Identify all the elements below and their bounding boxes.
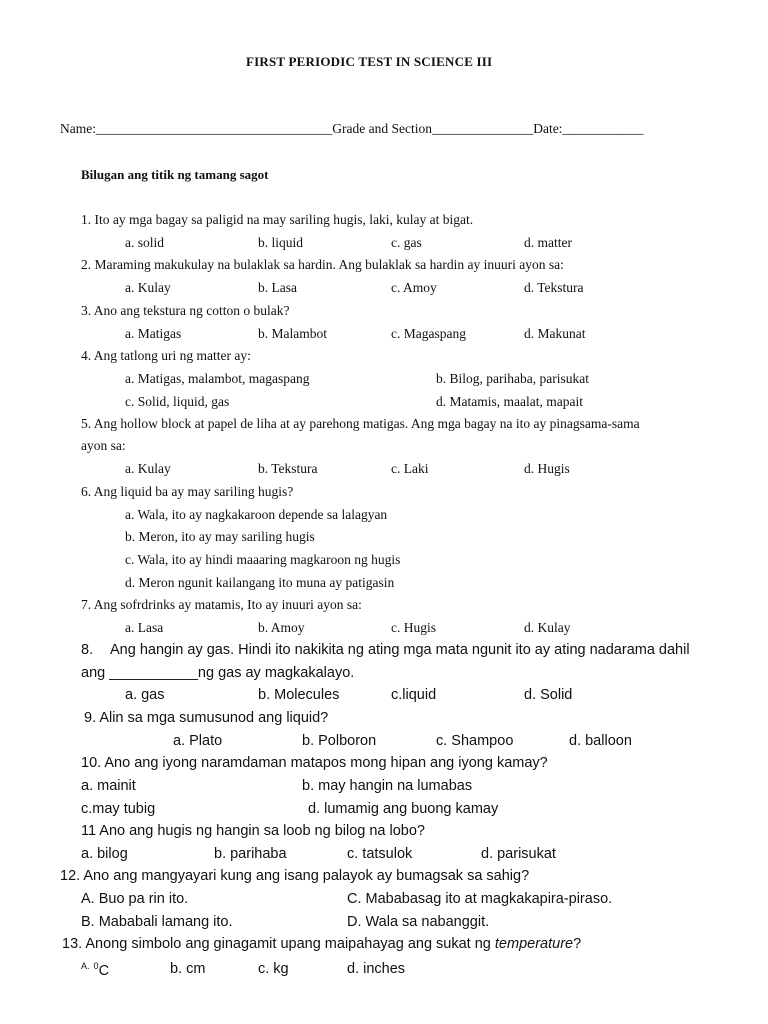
instruction: Bilugan ang titik ng tamang sagot <box>81 167 269 182</box>
choice-d: d. parisukat <box>481 846 556 862</box>
choice-b: b. Molecules <box>258 687 340 703</box>
question-number: 8. <box>81 642 94 658</box>
choice-b: b. may hangin na lumabas <box>302 778 473 794</box>
question-text: 7. Ang sofrdrinks ay matamis, Ito ay inuuri ayon sa: <box>81 597 362 612</box>
choice-a: a. Kulay <box>125 461 171 476</box>
choice-b: b. Amoy <box>258 620 305 635</box>
choice-b: b. Tekstura <box>258 461 318 476</box>
choice-d: d. Hugis <box>524 461 570 476</box>
choice-c: c. gas <box>391 235 422 250</box>
question-text: 2. Maraming makukulay na bulaklak sa hardin. Ang bulaklak sa hardin ay inuuri ayon sa: <box>81 257 564 272</box>
choice-d: D. Wala sa nabanggit. <box>347 914 490 930</box>
choice-d: d. Tekstura <box>524 280 584 295</box>
choice-a: a. Kulay <box>125 280 171 295</box>
choice-a: a. Matigas <box>125 326 182 341</box>
choice-d: d. lumamig ang buong kamay <box>308 801 499 817</box>
choice-c: c. Amoy <box>391 280 437 295</box>
header-fields: Name:___________________________________Grade and Section_______________Date:____________ <box>60 121 644 136</box>
choice-d: d. Makunat <box>524 326 586 341</box>
choice-c: c.liquid <box>391 687 437 703</box>
choice-c: c. Laki <box>391 461 429 476</box>
choice-a: a. bilog <box>81 846 128 862</box>
choice-b: b. liquid <box>258 235 304 250</box>
page-title: FIRST PERIODIC TEST IN SCIENCE III <box>246 54 493 69</box>
choice-a: a. Plato <box>173 733 223 749</box>
choice-c: c. Shampoo <box>436 733 514 749</box>
choice-b: b. Malambot <box>258 326 327 341</box>
choice-d: d. balloon <box>569 733 632 749</box>
choice-b: b. Lasa <box>258 280 297 295</box>
choice-b: b. Meron, ito ay may sariling hugis <box>125 529 315 544</box>
choice-c: c. Solid, liquid, gas <box>125 394 230 409</box>
question-text: 11 Ano ang hugis ng hangin sa loob ng bilog na lobo? <box>81 823 425 839</box>
choice-c: c. kg <box>258 961 289 977</box>
choice-b: b. parihaba <box>214 846 287 862</box>
choice-a: A. Buo pa rin ito. <box>81 891 189 907</box>
choice-d: d. Meron ngunit kailangang ito muna ay patigasin <box>125 575 395 590</box>
choice-d: d. Kulay <box>524 620 571 635</box>
question-text: 13. Anong simbolo ang ginagamit upang maipahayag ang sukat ng temperature? <box>62 936 582 952</box>
question-text: 3. Ano ang tekstura ng cotton o bulak? <box>81 303 290 318</box>
question-text: Ang hangin ay gas. Hindi ito nakikita ng ating mga mata ngunit ito ay ating nadarama dahil <box>110 642 690 658</box>
choice-a: a. Wala, ito ay nagkakaroon depende sa lalagyan <box>125 507 388 522</box>
choice-d: d. matter <box>524 235 572 250</box>
choice-b: b. cm <box>170 961 206 977</box>
question-text: 5. Ang hollow block at papel de liha at ay parehong matigas. Ang mga bagay na ito ay pinagsama-sama <box>81 416 640 431</box>
choice-a: a. mainit <box>81 778 136 794</box>
choice-a: a. gas <box>125 687 165 703</box>
choice-d: d. Matamis, maalat, mapait <box>436 394 583 409</box>
choice-a: a. solid <box>125 235 164 250</box>
question-text: 9. Alin sa mga sumusunod ang liquid? <box>84 710 329 726</box>
choice-b: b. Bilog, parihaba, parisukat <box>436 371 589 386</box>
choice-b: B. Mababali lamang ito. <box>81 914 233 930</box>
choice-c: c. Magaspang <box>391 326 466 341</box>
question-text-continued: ayon sa: <box>81 438 126 453</box>
choice-a: $^{A.}$ $^0$C <box>81 961 110 979</box>
choice-c: C. Mababasag ito at magkakapira-piraso. <box>347 891 613 907</box>
choice-c: c. Wala, ito ay hindi maaaring magkaroon ng hugis <box>125 552 401 567</box>
choice-a: a. Matigas, malambot, magaspang <box>125 371 310 386</box>
question-text-continued: ang ___________ng gas ay magkakalayo. <box>81 665 355 681</box>
choice-a: a. Lasa <box>125 620 164 635</box>
choice-c: c.may tubig <box>81 801 156 817</box>
question-text: 12. Ano ang mangyayari kung ang isang palayok ay bumagsak sa sahig? <box>60 868 530 884</box>
choice-c: c. Hugis <box>391 620 436 635</box>
question-text: 10. Ano ang iyong naramdaman matapos mong hipan ang iyong kamay? <box>81 755 548 771</box>
choice-c: c. tatsulok <box>347 846 413 862</box>
choice-b: b. Polboron <box>302 733 377 749</box>
choice-d: d. inches <box>347 961 406 977</box>
choice-d: d. Solid <box>524 687 573 703</box>
question-text: 4. Ang tatlong uri ng matter ay: <box>81 348 251 363</box>
question-text: 6. Ang liquid ba ay may sariling hugis? <box>81 484 294 499</box>
question-text: 1. Ito ay mga bagay sa paligid na may sariling hugis, laki, kulay at bigat. <box>81 212 474 227</box>
